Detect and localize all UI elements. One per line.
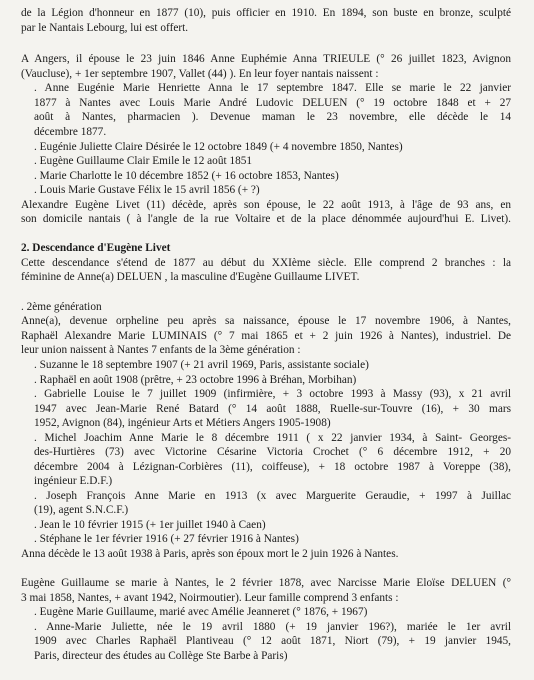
text-line: Raphaël Alexandre Marie LUMINAIS (° 7 mai 1865 et + 2 juin 1926 à Nantes), industriel. De [21,330,511,342]
text-line: par le Nantais Lebourg, lui est offert. [21,22,189,34]
list-item: . Eugénie Juliette Claire Désirée le 12 octobre 1849 (+ 4 novembre 1850, Nantes) [34,141,403,153]
list-item: . Eugène Marie Guillaume, marié avec Amélie Jeanneret (° 1876, + 1967) [34,606,368,618]
text-line: Cette descendance s'étend de 1877 au début du XXIème siècle. Elle comprend 2 branches : la [21,257,511,269]
list-item: . Jean le 10 février 1915 (+ 1er juillet 1940 à Caen) [34,519,266,531]
text-line: 1909 avec Charles Raphaël Plantiveau (° 12 août 1871, Niort (79), + 19 janvier 1945, [34,635,511,647]
text-line: Anne(a), devenue orpheline peu après sa naissance, épouse le 17 novembre 1906, à Nantes, [21,315,511,327]
list-item: . Eugène Guillaume Clair Emile le 12 août 1851 [34,155,253,167]
text-line: Alexandre Eugène Livet (11) décède, après son épouse, le 22 août 1913, à l'âge de 93 ans, en [21,199,511,211]
generation-heading: . 2ème génération [21,301,102,313]
list-item: . Anne Eugénie Marie Henriette Anna le 17 septembre 1847. Elle se marie le 22 janvier [34,82,511,94]
list-item: . Stéphane le 1er février 1916 (+ 27 février 1916 à Nantes) [34,533,299,545]
text-line: de la Légion d'honneur en 1877 (10), puis officier en 1910. En 1894, son buste en bronze, sculpté [21,7,511,19]
text-line: Paris, directeur des études au Collège Ste Barbe à Paris) [34,650,288,662]
list-item: . Louis Marie Gustave Félix le 15 avril 1856 (+ ?) [34,184,260,196]
text-line: 1947 avec Jean-Marie René Batard (° 14 août 1888, Ruelle-sur-Touvre (16), + 30 mars [34,403,511,415]
text-line: Anna décède le 13 août 1938 à Paris, après son époux mort le 2 juin 1926 à Nantes. [21,548,399,560]
list-item: . Anne-Marie Juliette, née le 19 avril 1880 (+ 19 janvier 196?), mariée le 1er avril [34,621,511,633]
list-item: . Joseph François Anne Marie en 1913 (x avec Marguerite Geraudie, + 1997 à Juillac [34,490,511,502]
list-item: . Raphaël en août 1908 (prêtre, + 23 octobre 1996 à Bréhan, Morbihan) [34,374,357,386]
text-line: décembre 2004 à Lézignan-Corbières (11), coiffeuse), + 18 octobre 1987 à Voreppe (38), [34,461,511,473]
text-line: des-Hurtières (73) avec Victorine Césarine Victoria Crochet (° 6 décembre 1912, + 20 [34,446,511,458]
text-line: son domicile nantais ( à l'angle de la rue Voltaire et de la place dénommée aujourd'hui E. Livet). [21,213,511,225]
list-item: . Suzanne le 18 septembre 1907 (+ 21 avril 1969, Paris, assistante sociale) [34,359,369,371]
list-item: . Michel Joachim Anne Marie le 8 décembre 1911 ( x 22 janvier 1934, à Saint- Georges- [34,432,511,444]
section-heading: 2. Descendance d'Eugène Livet [21,242,171,254]
text-line: ingénieur E.D.F.) [34,475,113,487]
text-line: août à Nantes, pharmacien ). Devenue maman le 23 novembre, elle décède le 14 [34,111,511,123]
list-item: . Gabrielle Louise le 7 juillet 1909 (infirmière, + 3 octobre 1993 à Massy (93), x 21 avril [34,388,511,400]
list-item: . Marie Charlotte le 10 décembre 1852 (+ 16 octobre 1853, Nantes) [34,170,339,182]
text-line: décembre 1877. [34,126,107,138]
text-line: leur union naissent à Nantes 7 enfants de la 3ème génération : [21,344,301,356]
text-line: Eugène Guillaume se marie à Nantes, le 2 février 1878, avec Narcisse Marie Eloïse DELUEN (° [21,577,511,589]
text-line: 3 mai 1858, Nantes, + avant 1942, Noirmoutier). Leur famille comprend 3 enfants : [21,592,399,604]
text-line: (Vaucluse), + 1er septembre 1907, Vallet (44) ). En leur foyer nantais naissent : [21,68,379,80]
text-line: A Angers, il épouse le 23 juin 1846 Anne Euphémie Anna TRIEULE (° 26 juillet 1823, Avignon [21,53,511,65]
text-line: 1952, Avignon (84), ingénieur Arts et Métiers Angers 1905-1908) [34,417,331,429]
text-line: féminine de Anne(a) DELUEN , la masculine d'Eugène Guillaume LIVET. [21,271,360,283]
text-line: 1877 à Nantes avec Louis Marie André Ludovic DELUEN (° 19 octobre 1848 et + 27 [34,97,511,109]
text-line: (19), agent S.N.C.F.) [34,504,129,516]
